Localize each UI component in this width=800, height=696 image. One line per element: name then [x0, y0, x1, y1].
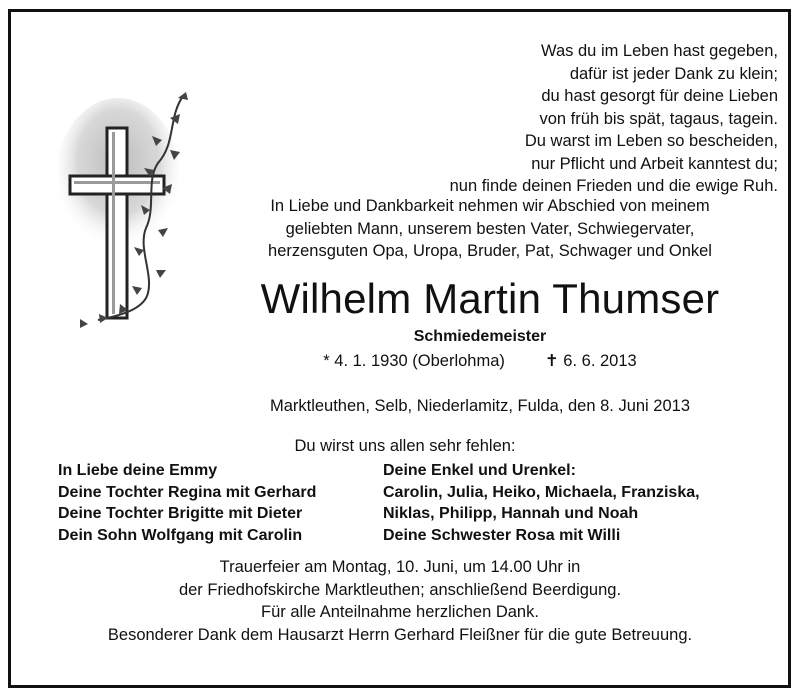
footer-line: der Friedhofskirche Marktleuthen; anschließend Beerdigung. — [178, 580, 622, 599]
poem-line: nun finde deinen Frieden und die ewige Ruh. — [449, 177, 778, 195]
mourners-left — [58, 460, 316, 546]
mourner-line: In Liebe deine Emmy — [58, 462, 218, 479]
mourner-line: Dein Sohn Wolfgang mit Carolin — [58, 526, 303, 544]
poem-line: Du warst im Leben so bescheiden, — [524, 132, 778, 150]
poem-line: nur Pflicht und Arbeit kanntest du; — [531, 154, 778, 173]
poem-line: du hast gesorgt für deine Lieben — [541, 87, 778, 105]
birth-date: * 4. 1. 1930 (Oberlohma) — [323, 352, 505, 370]
footer-line: Trauerfeier am Montag, 10. Juni, um 14.00 Uhr in — [219, 558, 581, 576]
mourners-right — [383, 460, 700, 546]
death-date: ✝ 6. 6. 2013 — [544, 352, 637, 370]
poem — [450, 40, 778, 198]
intro-line: geliebten Mann, unserem besten Vater, Schwiegervater, — [285, 219, 695, 238]
deceased-name: Wilhelm Martin Thumser — [260, 275, 720, 322]
intro-line: In Liebe und Dankbarkeit nehmen wir Abschied von meinem — [270, 197, 710, 215]
poem-line: von früh bis spät, tagaus, tagein. — [539, 109, 778, 128]
profession: Schmiedemeister — [413, 328, 547, 345]
footer-line: Für alle Anteilnahme herzlichen Dank. — [261, 603, 539, 621]
mourner-line: Deine Tochter Regina mit Gerhard — [58, 483, 317, 501]
mourner-line: Deine Enkel und Urenkel: — [383, 462, 576, 479]
footer-line: Besonderer Dank dem Hausarzt Herrn Gerhard Fleißner für die gute Betreuung. — [107, 625, 693, 644]
life-dates — [210, 350, 750, 372]
mourner-line: Carolin, Julia, Heiko, Michaela, Franziska, — [383, 483, 700, 501]
poem-line: Was du im Leben hast gegeben, — [541, 42, 778, 60]
mourner-line: Deine Tochter Brigitte mit Dieter — [58, 505, 303, 522]
poem-line: dafür ist jeder Dank zu klein; — [569, 64, 778, 83]
miss-line: Du wirst uns allen sehr fehlen: — [294, 437, 516, 455]
footer-text — [20, 556, 780, 646]
place-and-date: Marktleuthen, Selb, Niederlamitz, Fulda, den 8. Juni 2013 — [269, 397, 691, 415]
intro-line: herzensguten Opa, Uropa, Bruder, Pat, Schwager und Onkel — [268, 242, 712, 260]
mourner-line: Niklas, Philipp, Hannah und Noah — [383, 505, 639, 522]
intro-text — [210, 195, 770, 263]
cross-with-ivy-icon — [58, 88, 208, 338]
mourner-line: Deine Schwester Rosa mit Willi — [383, 526, 621, 544]
